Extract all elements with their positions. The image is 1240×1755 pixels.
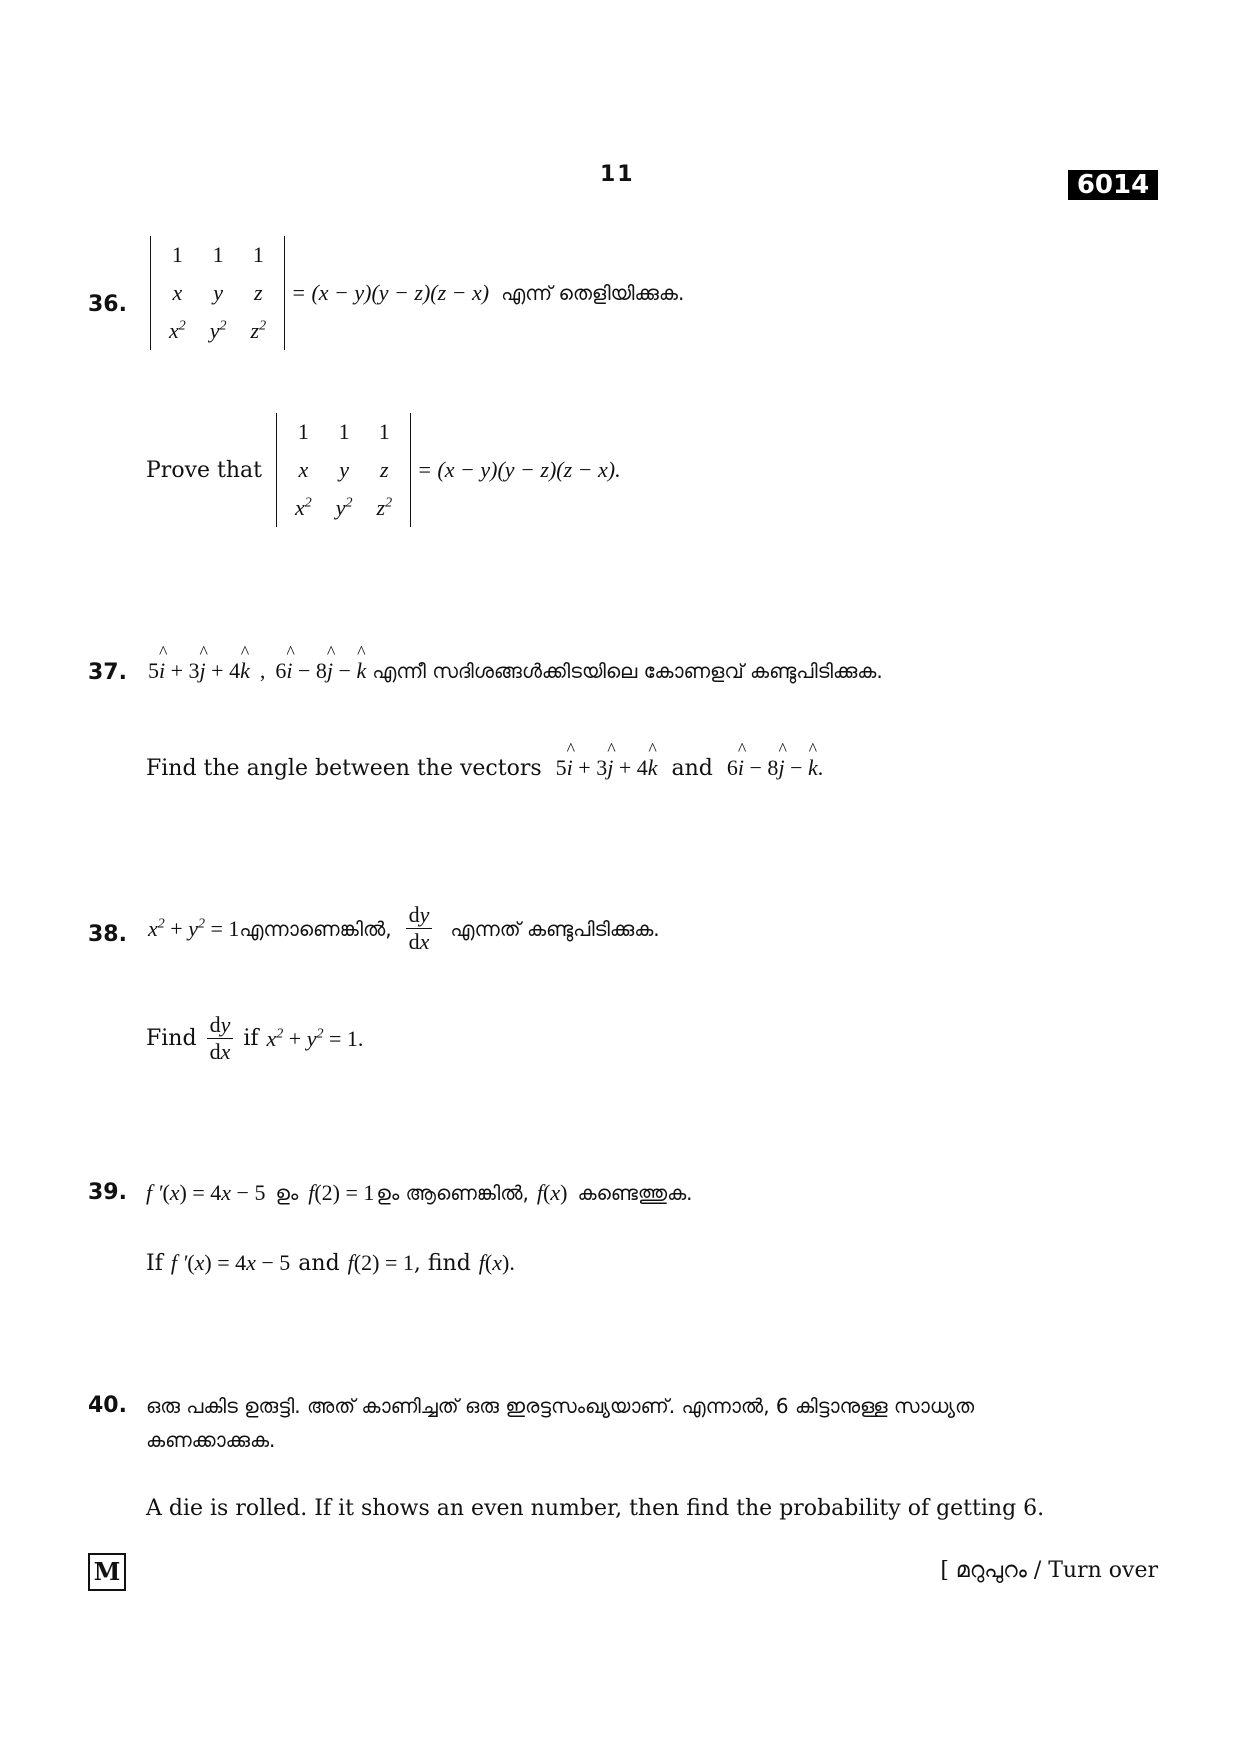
q40-malayalam-line1: ഒരു പകിട ഉരുട്ടി. അത് കാണിച്ചത് ഒരു ഇരട്ടസംഖ്യയാണ്. എന്നാൽ, 6 കിട്ടാനുള്ള സാധ്യത [146,1394,975,1418]
q36-determinant-english: 1 1 1 x y z $x^2$ $y^2$ $z^2$ [276,413,411,527]
q39-malayalam-line [146,1180,693,1206]
q40-english-text: A die is rolled. If it shows an even number, then find the probability of getting 6. [146,1496,1045,1521]
q39-malayalam-text: കണ്ടെത്തുക. [577,1181,693,1205]
q37-english-vector-b: 6^ i − 8^ j − ^ k. [727,755,823,781]
q38-malayalam-if: എന്നാണെങ്കിൽ, [239,916,392,941]
q38-english-dydx: $\frac{dy}{dx}$ [207,1012,234,1065]
q39-english-and: and [298,1251,340,1276]
q40-malayalam-line2: കണക്കാക്കുക. [146,1428,276,1452]
q38-number: 38. [88,922,127,947]
q38-equation: $x^2 + y^2 = 1$ [148,915,240,941]
q39-number: 39. [88,1180,127,1205]
q37-english-prefix: Find the angle between the vectors [146,756,542,781]
page-number: 11 [600,162,635,187]
q38-english-find: Find [146,1026,197,1051]
q36-malayalam-text: എന്ന് തെളിയിക്കുക. [501,281,685,305]
q39-condition: f(2) = 1 [308,1180,375,1205]
q37-vector-a: 5^ i + 3^ j + 4^ k [148,658,250,684]
paper-code-badge: 6014 [1068,170,1158,200]
q37-english-and: and [671,756,713,781]
q39-english-find: , find [413,1251,471,1276]
q37-vector-b: 6^ i − 8^ j − ^ k [275,658,366,684]
q38-english-line [146,1012,363,1065]
q36-english-line [146,413,621,527]
q37-number: 37. [88,660,127,685]
q39-malayalam-um2: ഉം ആണെങ്കിൽ, [376,1181,529,1205]
q38-malayalam-text: എന്നത് കണ്ടുപിടിക്കുക. [450,916,660,941]
q36-malayalam-line [150,236,684,350]
q38-dydx-fraction: $\frac{dy}{dx}$ [406,902,433,955]
q38-english-if: if [243,1026,259,1051]
m-marker-box: M [88,1553,126,1591]
q37-english-vector-a: 5^ i + 3^ j + 4^ k [556,755,658,781]
q39-english-if: If [146,1251,163,1276]
q36-number: 36. [88,292,127,317]
q39-english-line [146,1250,515,1276]
q39-english-fx: f(x). [478,1250,515,1275]
q36-english-prefix: Prove that [146,457,262,483]
q37-english-line [146,755,823,781]
q36-determinant: 1 1 1 x y z $x^2$ $y^2$ $z^2$ [150,236,285,350]
turn-over-text: [ മറുപുറം / Turn over [940,1558,1158,1583]
q36-rhs: = (x − y)(y − z)(z − x) [291,280,490,305]
q36-english-rhs: = (x − y)(y − z)(z − x). [417,457,621,482]
q39-malayalam-um1: ഉം [275,1181,299,1205]
q37-malayalam-text: എന്നീ സദിശങ്ങൾക്കിടയിലെ കോണളവ് കണ്ടുപിടിക്കുക. [372,659,883,683]
q37-malayalam-line: 5^ i + 3^ j + 4^ k , 6^ i − 8^ j − ^ k എന്നീ സദിശങ്ങൾക്കിടയിലെ കോണളവ് കണ്ടുപിടിക്കുക. [148,658,883,684]
q38-malayalam-line [148,902,660,955]
q39-english-derivative: f ′(x) = 4x − 5 [170,1250,291,1275]
q38-english-equation: $x^2 + y^2 = 1$. [266,1025,364,1051]
q39-derivative: f ′(x) = 4x − 5 [146,1180,266,1205]
q39-english-condition: f(2) = 1 [347,1250,414,1275]
q40-number: 40. [88,1393,127,1418]
q39-fx: f(x) [536,1180,568,1205]
